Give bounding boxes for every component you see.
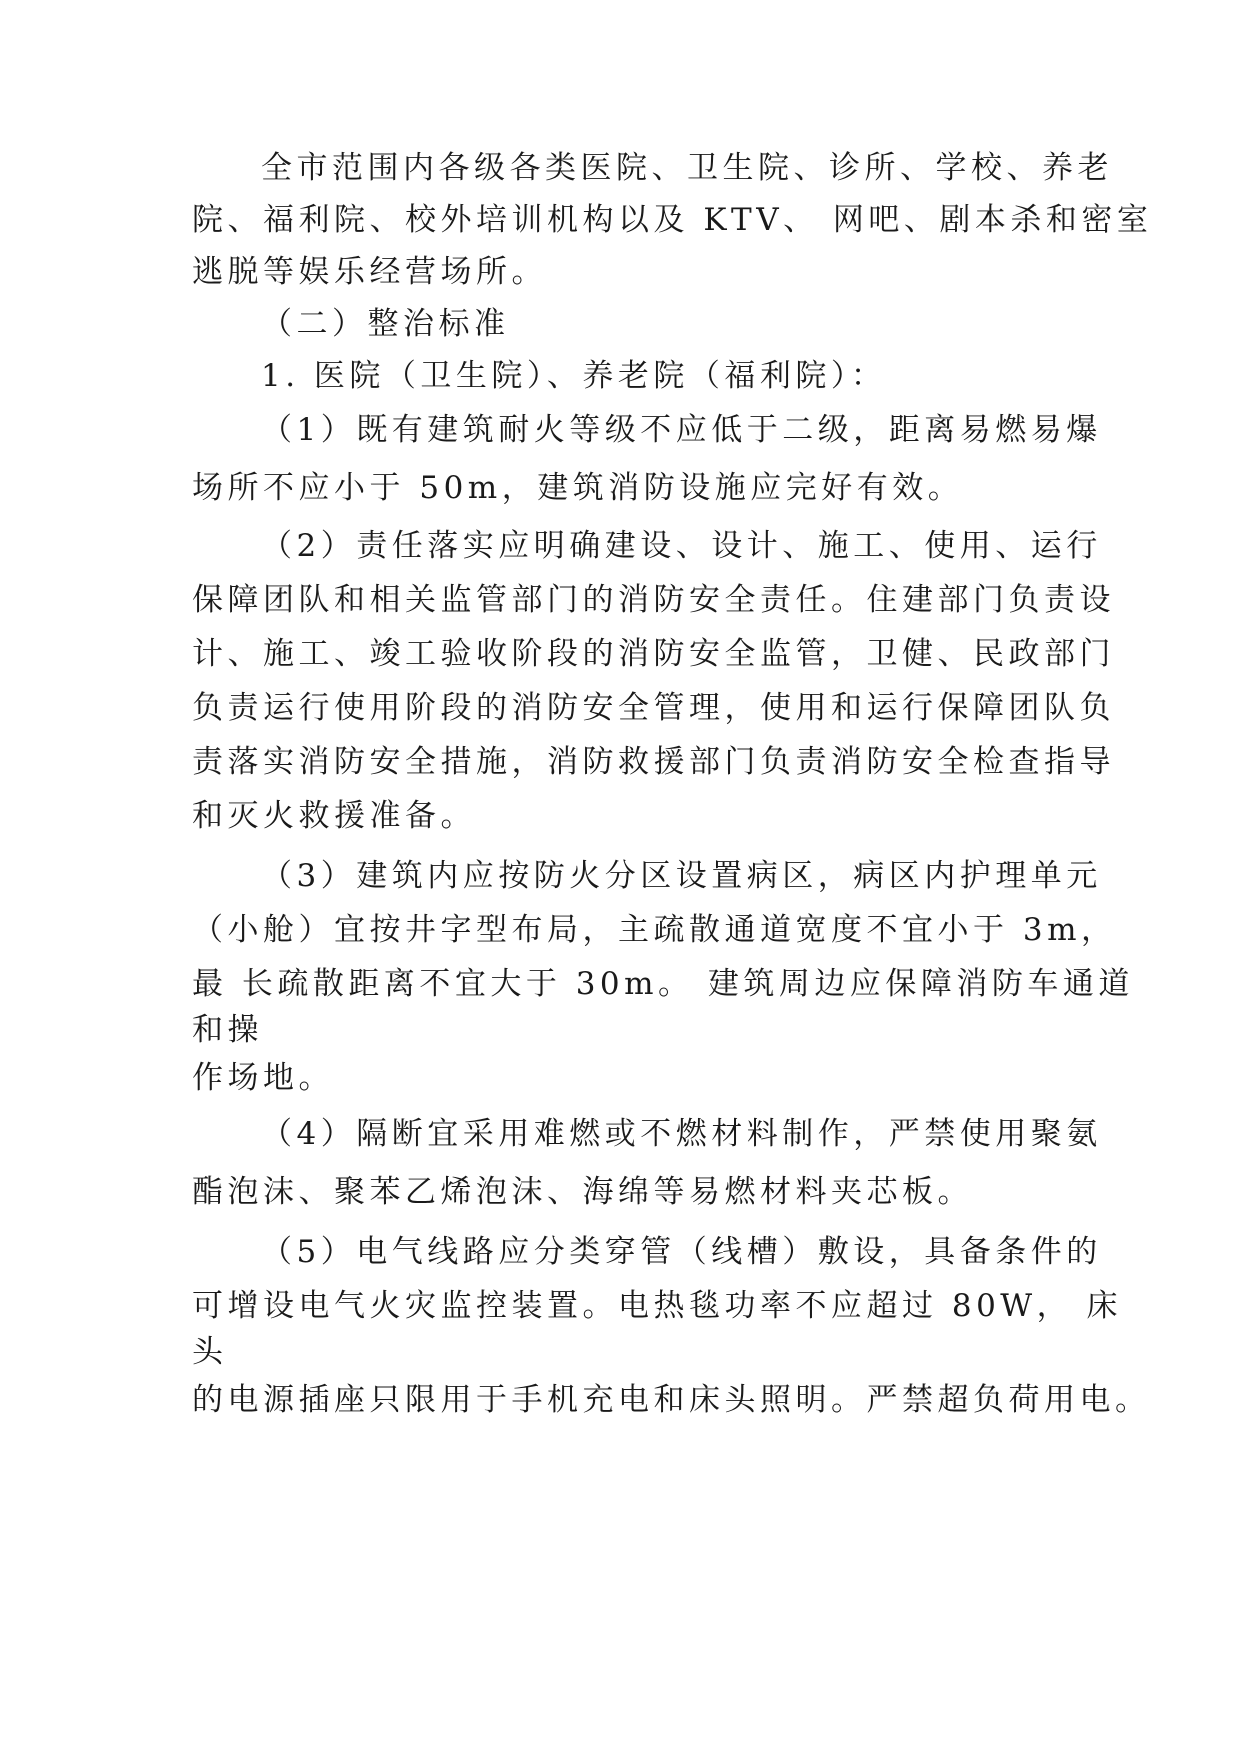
text-line: 作场地。 xyxy=(192,1060,334,1096)
text-line: 计、施工、竣工验收阶段的消防安全监管，卫健、民政部门 xyxy=(192,636,1115,672)
text-line: 可增设电气火灾监控装置。电热毯功率不应超过 80W， 床 xyxy=(192,1288,1123,1324)
text-line: 逃脱等娱乐经营场所。 xyxy=(192,254,547,290)
text-line: 场所不应小于 50m，建筑消防设施应完好有效。 xyxy=(192,470,964,506)
text-line: 和操 xyxy=(192,1012,263,1048)
text-line: 保障团队和相关监管部门的消防安全责任。住建部门负责设 xyxy=(192,582,1115,618)
text-line: （3）建筑内应按防火分区设置病区，病区内护理单元 xyxy=(261,858,1102,894)
text-line: 最 长疏散距离不宜大于 30m。 建筑周边应保障消防车通道 xyxy=(192,966,1134,1002)
text-line: 头 xyxy=(192,1334,228,1370)
text-line: 负责运行使用阶段的消防安全管理，使用和运行保障团队负 xyxy=(192,690,1115,726)
text-line: （5）电气线路应分类穿管（线槽）敷设，具备条件的 xyxy=(261,1234,1102,1270)
text-line: （小舱）宜按井字型布局，主疏散通道宽度不宜小于 3m， xyxy=(192,912,1117,948)
item-heading: 1. 医院（卫生院）、养老院（福利院）： xyxy=(261,358,887,394)
text-line: 院、福利院、校外培训机构以及 KTV、 网吧、剧本杀和密室 xyxy=(192,202,1153,238)
section-heading: （二）整治标准 xyxy=(261,306,510,342)
text-line: 的电源插座只限用于手机充电和床头照明。严禁超负荷用电。 xyxy=(192,1382,1151,1418)
text-line: （2）责任落实应明确建设、设计、施工、使用、运行 xyxy=(261,528,1102,564)
text-line: 全市范围内各级各类医院、卫生院、诊所、学校、养老 xyxy=(261,150,1113,186)
text-line: （1）既有建筑耐火等级不应低于二级，距离易燃易爆 xyxy=(261,412,1102,448)
text-line: 和灭火救援准备。 xyxy=(192,798,476,834)
text-line: 责落实消防安全措施，消防救援部门负责消防安全检查指导 xyxy=(192,744,1115,780)
text-line: （4）隔断宜采用难燃或不燃材料制作，严禁使用聚氨 xyxy=(261,1116,1102,1152)
text-line: 酯泡沫、聚苯乙烯泡沫、海绵等易燃材料夹芯板。 xyxy=(192,1174,973,1210)
